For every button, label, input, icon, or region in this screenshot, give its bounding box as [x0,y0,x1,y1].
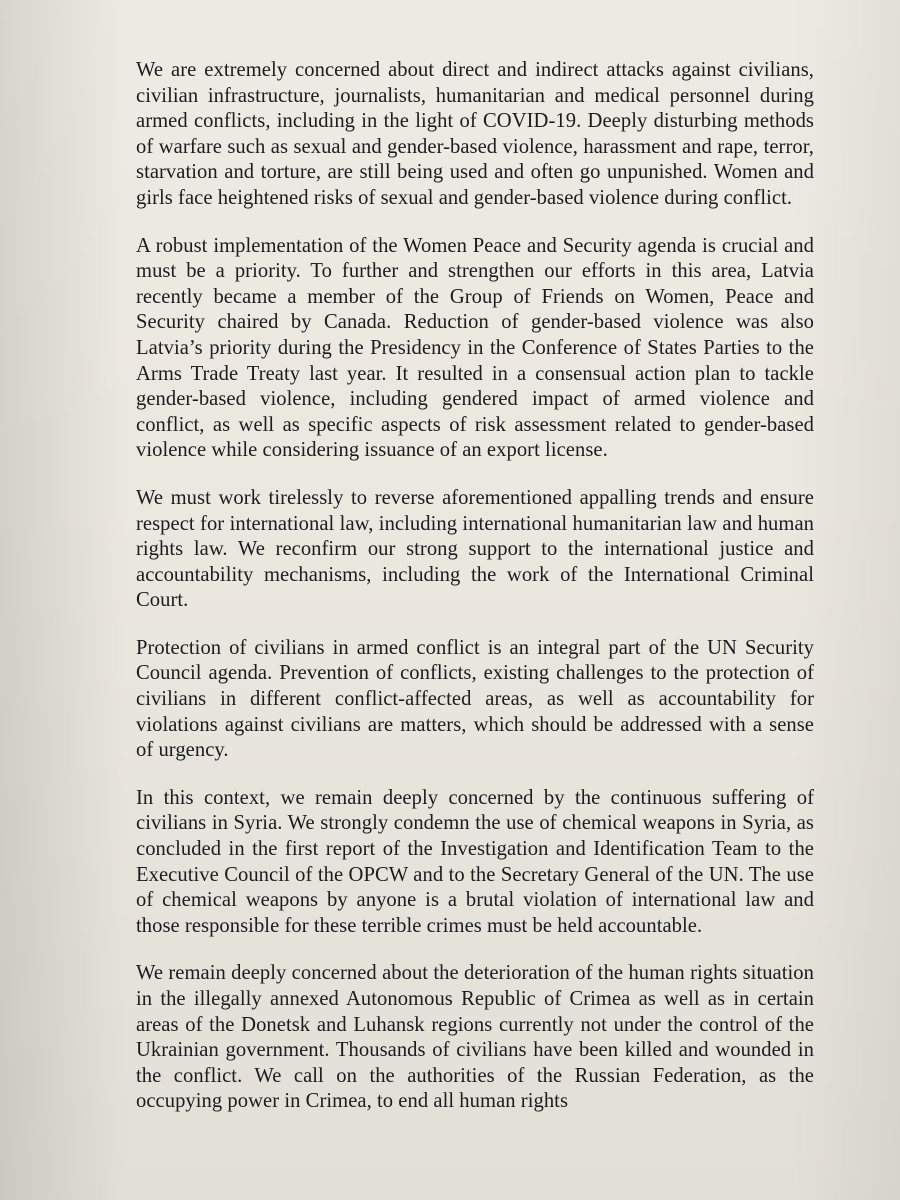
paragraph-protection-of-civilians: Protection of civilians in armed conflict is an integral part of the UN Security Council agenda. Prevention of conflicts, existing challenges to the protection of civilians in different conflict-affected areas, as well as accountability for violations against civilians are matters, which should be addressed with a sense of urgency. [136,636,814,762]
paragraph-syria: In this context, we remain deeply concerned by the continuous suffering of civilians in Syria. We strongly condemn the use of chemical weapons in Syria, as concluded in the first report of the Investigation and Identification Team to the Executive Council of the OPCW and to the Secretary General of the UN. The use of chemical weapons by anyone is a brutal violation of international law and those responsible for these terrible crimes must be held accountable. [136,786,814,937]
paragraph-women-peace-security: A robust implementation of the Women Peace and Security agenda is crucial and must be a priority. To further and strengthen our efforts in this area, Latvia recently became a member of the Group of Friends on Women, Peace and Security chaired by Canada. Reduction of gender-based violence was also Latvia’s priority during the Presidency in the Conference of States Parties to the Arms Trade Treaty last year. It resulted in a consensual action plan to tackle gender-based violence, including gendered impact of armed violence and conflict, as well as specific aspects of risk assessment related to gender-based violence while considering issuance of an export license. [136,234,814,462]
paragraph-crimea-ukraine: We remain deeply concerned about the deterioration of the human rights situation in the illegally annexed Autonomous Republic of Crimea as well as in certain areas of the Donetsk and Luhansk regions currently not under the control of the Ukrainian government. Thousands of civilians have been killed and wounded in the conflict. We call on the authorities of the Russian Federation, as the occupying power in Crimea, to end all human rights [136,962,814,1113]
paragraph-international-law: We must work tirelessly to reverse aforementioned appalling trends and ensure respect for international law, including international humanitarian law and human rights law. We reconfirm our strong support to the international justice and accountability mechanisms, including the work of the International Criminal Court. [136,486,814,612]
document-body [136,58,814,1115]
paragraph-attacks-on-civilians: We are extremely concerned about direct and indirect attacks against civilians, civilian infrastructure, journalists, humanitarian and medical personnel during armed conflicts, including in the light of COVID-19. Deeply disturbing methods of warfare such as sexual and gender-based violence, harassment and rape, terror, starvation and torture, are still being used and often go unpunished. Women and girls face heightened risks of sexual and gender-based violence during conflict. [136,59,814,209]
